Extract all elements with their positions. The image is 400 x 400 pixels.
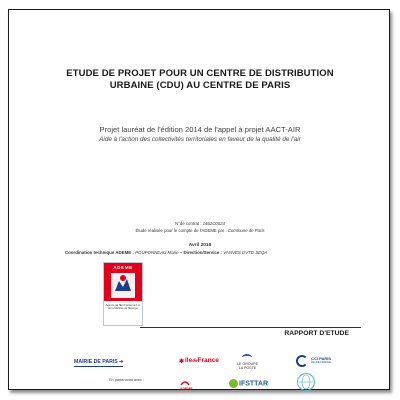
- study-for: Commune de Paris: [227, 227, 265, 233]
- idf-prefix: île: [185, 357, 193, 364]
- laposte-logo: [237, 354, 258, 370]
- partnership-label: En partenariat avec :: [109, 378, 145, 382]
- ademe-logo-mark: [104, 263, 142, 301]
- iledefrance-logo: [179, 357, 219, 364]
- contract-label: N°de contrat :: [175, 221, 202, 226]
- divider-line: [140, 327, 361, 328]
- globe-icon: [297, 373, 315, 391]
- coord-direction: VANVES DVTD SEQA: [223, 250, 268, 255]
- contract-number: 1462C0024: [202, 221, 225, 226]
- coord-label: Coordination technique ADEME :: [65, 250, 134, 255]
- report-type: RAPPORT D'ETUDE: [284, 330, 349, 337]
- subtitle-line-1: Projet lauréat de l'édition 2014 de l'appel à projet AACT-AIR: [99, 125, 301, 134]
- idf-suffix: France: [197, 357, 219, 364]
- ademe-small-logo: [180, 379, 193, 391]
- cci-text: [311, 357, 331, 365]
- ademe-small-text: ADEME: [180, 387, 193, 391]
- document-cover-page: [8, 9, 390, 390]
- laposte-bird-icon: [242, 354, 252, 361]
- ifsttar-dot-icon: [229, 379, 238, 388]
- title-line-1: ETUDE DE PROJET POUR UN CENTRE DE DISTRIBUTION: [66, 68, 334, 79]
- contract-info: [9, 221, 391, 234]
- mairie-de-paris-text: MAIRIE DE PARIS: [74, 359, 118, 365]
- mairie-de-paris-logo: [74, 359, 123, 367]
- study-line: [9, 228, 391, 235]
- ademe-small-icon: [180, 379, 190, 387]
- document-subtitle: [9, 125, 391, 145]
- cci-ring-icon: [296, 355, 308, 367]
- subtitle-line-2: Aide à l'action des collectivités territoriales en faveur de la qualité de l'air: [99, 136, 301, 143]
- cci-line-2: ÎLE-DE-FRANCE: [311, 361, 332, 364]
- coord-direction-label: – Direction/Service :: [179, 250, 222, 255]
- cci-paris-logo: [296, 355, 331, 367]
- title-line-2: URBAINE (CDU) AU CENTRE DE PARIS: [109, 80, 291, 91]
- document-date: Avril 2016: [188, 243, 212, 248]
- coord-person: POUPONNEAU Marie: [135, 250, 179, 255]
- ifsttar-logo: [229, 379, 268, 388]
- mairie-mark-icon: ➔: [119, 359, 124, 365]
- laposte-line-1: LE GROUPE: [237, 362, 258, 366]
- cci-line-1: CCI PARIS: [311, 355, 332, 361]
- coordination-line: [65, 250, 267, 255]
- document-title: [9, 68, 391, 92]
- ademe-tagline: Agence de l'Environnement et de la Maîtrise de l'Energie: [105, 304, 141, 311]
- ademe-logo: [103, 262, 143, 326]
- study-label: Étude réalisée pour le compte de l'ADEME par :: [135, 227, 227, 233]
- idf-de: de: [192, 358, 198, 363]
- globe-lines-icon: [298, 374, 314, 390]
- ademe-logo-word: ADEME: [113, 265, 133, 270]
- laposte-line-2: LA POSTE: [238, 366, 257, 371]
- ifsttar-text: IFSTTAR: [239, 380, 269, 388]
- ademe-emblem-icon: [104, 263, 142, 301]
- iledefrance-star-icon: ✱: [179, 359, 185, 365]
